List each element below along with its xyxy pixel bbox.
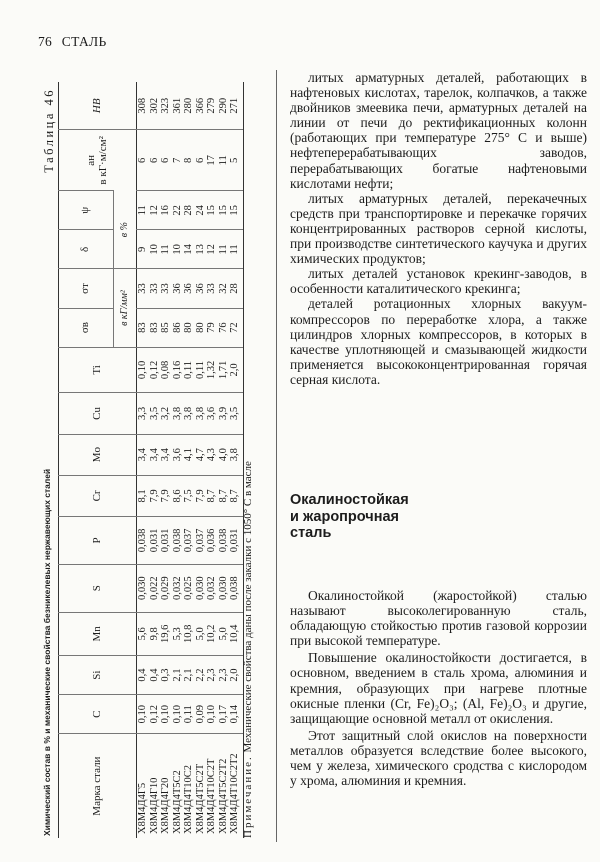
- table-cell: 33: [149, 269, 161, 308]
- composition-table: [58, 82, 244, 838]
- table-cell: 32: [218, 269, 230, 308]
- page-number: 76: [38, 34, 53, 49]
- table-cell: 0,031: [229, 517, 243, 565]
- section-heading: [290, 492, 550, 542]
- table-cell: 3,6: [172, 434, 184, 475]
- table-cell: 33: [137, 269, 149, 308]
- column-header-impact: [59, 130, 137, 191]
- table-row: [218, 82, 230, 838]
- table-cell: 2,0: [229, 347, 243, 393]
- table-cell: 3,8: [172, 393, 184, 434]
- table-cell: 6: [160, 130, 172, 191]
- table-cell: 83: [149, 308, 161, 347]
- steel-grade-cell: Х8М4Д4Т10С2: [183, 734, 195, 838]
- paragraph: литых арматурных деталей, работающих в нафтеновых кислотах, тарелок, колпачков, а также двойников змеевика печи, арматурных деталей на линии от печи до ректификационных колонн (работающих при температуре 275° С и выше) нефтеперерабатывающих заводов, перерабатывающих богатые нафтеновыми кислотами нефти;: [290, 70, 587, 191]
- table-cell: 0,022: [149, 564, 161, 612]
- table-body: [137, 82, 244, 838]
- table-cell: 271: [229, 82, 243, 130]
- table-cell: 36: [172, 269, 184, 308]
- table-title: Химический состав в % и механические свойства безникелевых нержавеющих сталей: [42, 468, 52, 836]
- impact-unit: в кГ·м/см²: [96, 136, 109, 185]
- table-row: [160, 82, 172, 838]
- table-cell: 33: [160, 269, 172, 308]
- steel-grade-cell: Х8М4Д4Т5С2Т: [195, 734, 207, 838]
- table-cell: 0,12: [149, 347, 161, 393]
- table-cell: 12: [206, 230, 218, 269]
- table-row: [137, 82, 149, 838]
- table-cell: 0,032: [206, 564, 218, 612]
- table-cell: 0,10: [160, 695, 172, 734]
- paragraph: литых деталей установок крекинг-заводов, в особенности каталитического крекинга;: [290, 266, 587, 297]
- table-cell: 15: [229, 191, 243, 230]
- column-header-ti: Ti: [59, 347, 137, 393]
- table-cell: 7,9: [195, 475, 207, 516]
- table-cell: 0,14: [229, 695, 243, 734]
- table-cell: 0,031: [160, 517, 172, 565]
- table-cell: 5,0: [218, 612, 230, 655]
- table-cell: 0,4: [149, 656, 161, 695]
- table-cell: 76: [218, 308, 230, 347]
- table-cell: 3,9: [218, 393, 230, 434]
- table-cell: 5,0: [195, 612, 207, 655]
- table-cell: 3,4: [149, 434, 161, 475]
- table-cell: 15: [206, 191, 218, 230]
- table-cell: 0,037: [195, 517, 207, 565]
- table-cell: 1,71: [218, 347, 230, 393]
- table-cell: 36: [195, 269, 207, 308]
- column-header-cu: Cu: [59, 393, 137, 434]
- text-column-top: [290, 70, 587, 387]
- unit-percent: в %: [114, 191, 137, 269]
- table-number: Таблица 46: [42, 88, 56, 173]
- table-cell: 85: [160, 308, 172, 347]
- table-cell: 2,1: [183, 656, 195, 695]
- table-cell: 7,5: [183, 475, 195, 516]
- table-cell: 24: [195, 191, 207, 230]
- table-cell: 5,3: [172, 612, 184, 655]
- table-cell: 0,037: [183, 517, 195, 565]
- table-cell: 3,4: [160, 434, 172, 475]
- table-cell: 1,32: [206, 347, 218, 393]
- table-cell: 279: [206, 97, 217, 114]
- column-divider: [276, 70, 277, 842]
- note-text: Механические свойства даны после закалки с 1050° С в масле: [242, 461, 254, 753]
- table-cell: 2,3: [218, 656, 230, 695]
- table-cell: 3,5: [149, 393, 161, 434]
- table-cell: 0,16: [172, 347, 184, 393]
- table-cell: 8,6: [172, 475, 184, 516]
- table-cell: 0,038: [172, 517, 184, 565]
- table-cell: 80: [195, 308, 207, 347]
- table-cell: 10: [149, 230, 161, 269]
- column-header-hb: HB: [59, 82, 137, 130]
- table-cell: 8,7: [218, 475, 230, 516]
- table-cell: 28: [229, 269, 243, 308]
- paragraph: Окалиностойкой (жаростойкой) сталью называют высоколегированную сталь, обладающую стойкостью против газовой коррозии при высокой температуре.: [290, 588, 587, 649]
- table-cell: 9,8: [149, 612, 161, 655]
- table-cell: 3,8: [183, 393, 195, 434]
- column-header-mn: Mn: [59, 612, 137, 655]
- table-cell: 2,2: [195, 656, 207, 695]
- table-cell: 3,2: [160, 393, 172, 434]
- table-cell: 0,10: [206, 695, 218, 734]
- steel-grade-cell: Х8М4Д4Г20: [160, 734, 172, 838]
- steel-grade-cell: Х8М4Д4Т5С2: [172, 734, 184, 838]
- column-header-sigma-b: σв: [59, 308, 114, 347]
- table-cell: 0,025: [183, 564, 195, 612]
- table-cell: 3,6: [206, 393, 218, 434]
- table-cell: 2,1: [172, 656, 184, 695]
- table-cell: 10,2: [206, 612, 218, 655]
- table-cell: 0,030: [137, 564, 149, 612]
- column-header-cr: Cr: [59, 475, 137, 516]
- impact-symbol: aн: [85, 154, 97, 166]
- table-cell: 16: [160, 191, 172, 230]
- table-cell: 0,031: [149, 517, 161, 565]
- table-row: [206, 82, 218, 838]
- table-cell: 4,0: [218, 434, 230, 475]
- table-note: [242, 82, 254, 838]
- heading-line: сталь: [290, 525, 332, 541]
- table-cell: 5: [229, 130, 243, 191]
- table-cell: 12: [149, 191, 161, 230]
- table-cell: 11: [218, 230, 230, 269]
- table-cell: 323: [160, 97, 171, 114]
- paragraph: Повышение окалиностойкости достигается, в основном, введением в сталь хрома, алюминия и кремния, образующих при нагреве плотные окисные пленки (Cr, Fe)₂O₃; (Al, Fe)₂O₃ и другие, защищающие основной металл от окисления.: [290, 650, 587, 726]
- table-cell: 10,8: [183, 612, 195, 655]
- table-cell: 11: [218, 130, 230, 191]
- table-cell: 0,10: [172, 695, 184, 734]
- table-cell: 2,0: [229, 656, 243, 695]
- table-cell: 3,8: [229, 434, 243, 475]
- table-row: [229, 82, 243, 838]
- heading-line: Окалиностойкая: [290, 492, 409, 508]
- table-cell: 86: [172, 308, 184, 347]
- table-cell: 290: [217, 97, 229, 114]
- table-cell: 8,1: [137, 475, 149, 516]
- table-cell: 0,17: [218, 695, 230, 734]
- column-header-si: Si: [59, 656, 137, 695]
- table-cell: 7,9: [160, 475, 172, 516]
- column-header-s: S: [59, 564, 137, 612]
- table-row: [149, 82, 161, 838]
- table-cell: 13: [195, 230, 207, 269]
- table-row: [195, 82, 207, 838]
- table-cell: 80: [183, 308, 195, 347]
- table-cell: 3,8: [195, 393, 207, 434]
- table-cell: 79: [206, 308, 218, 347]
- table-cell: 0,036: [206, 517, 218, 565]
- paragraph: литых арматурных деталей, перекачечных средств при транспортировке и перекачке горячих концентрированных растворов серной кислоты, при производстве синтетического каучука и других химических продуктов;: [290, 190, 587, 267]
- table-cell: 72: [229, 308, 243, 347]
- column-header-mo: Mo: [59, 434, 137, 475]
- table-cell: 11: [160, 230, 172, 269]
- table-cell: 6: [137, 130, 149, 191]
- table-cell: 15: [218, 191, 230, 230]
- table-cell: 36: [183, 269, 195, 308]
- table-cell: 22: [172, 191, 184, 230]
- table-cell: 28: [183, 191, 195, 230]
- table-cell: 3,3: [137, 393, 149, 434]
- table-cell: 0,11: [195, 347, 207, 393]
- table-cell: 280: [183, 97, 194, 114]
- column-header-p: P: [59, 517, 137, 565]
- rotated-table-block: [38, 82, 276, 838]
- table-cell: 0,10: [137, 347, 149, 393]
- table-cell: 0,12: [149, 695, 161, 734]
- steel-grade-cell: Х8М4Д4Г10: [149, 734, 161, 838]
- column-header-grade: Марка стали: [59, 734, 137, 838]
- table-cell: 366: [194, 97, 206, 114]
- table-cell: 0,032: [172, 564, 184, 612]
- table-cell: 19,6: [160, 612, 172, 655]
- table-cell: 308: [137, 82, 149, 130]
- table-row: [172, 82, 184, 838]
- table-cell: 302: [148, 97, 160, 114]
- table-cell: 8,7: [206, 475, 218, 516]
- table-cell: 9: [137, 230, 149, 269]
- column-header-sigma-t: σт: [59, 269, 114, 308]
- table-cell: 0,3: [160, 656, 172, 695]
- column-header-delta: δ: [59, 230, 114, 269]
- table-cell: 6: [149, 130, 161, 191]
- table-cell: 0,11: [183, 347, 195, 393]
- table-cell: 83: [137, 308, 149, 347]
- unit-strength: в кГ/мм²: [114, 269, 137, 347]
- table-cell: 7: [172, 130, 184, 191]
- table-cell: 11: [229, 230, 243, 269]
- paragraph: Этот защитный слой окислов на поверхности металлов образуется вследствие более высокого, чем у железа, химического сродства с кислородом у хрома, алюминия и кремния.: [290, 727, 587, 789]
- text-column-bottom: [290, 588, 587, 790]
- steel-grade-cell: Х8М4Д4Т5С2Т2: [218, 734, 230, 838]
- table-cell: 0,11: [183, 695, 195, 734]
- table-cell: 10: [172, 230, 184, 269]
- table-cell: 0,09: [195, 695, 207, 734]
- table-cell: 0,029: [160, 564, 172, 612]
- table-cell: 0,030: [195, 564, 207, 612]
- table-cell: 0,038: [229, 564, 243, 612]
- table-cell: 17: [206, 130, 218, 191]
- table-cell: 0,10: [137, 695, 149, 734]
- table-cell: 5,6: [137, 612, 149, 655]
- table-cell: 7,9: [149, 475, 161, 516]
- table-cell: 361: [171, 97, 183, 114]
- table-cell: 10,4: [229, 612, 243, 655]
- table-cell: 3,4: [137, 434, 149, 475]
- table-cell: 33: [206, 269, 218, 308]
- steel-grade-cell: Х8М4Д4Т10С2Т: [206, 734, 218, 838]
- running-title: СТАЛЬ: [61, 34, 107, 49]
- table-cell: 4,3: [206, 434, 218, 475]
- paragraph: деталей ротационных хлорных вакуум-компрессоров по переработке хлора, а также цилиндров хлорных компрессоров, в которых в качестве уплотняющей и смазывающей жидкости применяется высококонцентрированная горячая серная кислота.: [290, 296, 587, 387]
- table-cell: 4,7: [195, 434, 207, 475]
- table-cell: 6: [195, 130, 207, 191]
- steel-grade-cell: Х8М4Д4Т10С2Т2: [229, 734, 243, 838]
- steel-grade-cell: Х8М4Д4Г5: [137, 734, 149, 838]
- page-header: [38, 34, 107, 50]
- table-cell: 0,038: [218, 517, 230, 565]
- heading-line: и жаропрочная: [290, 508, 399, 525]
- column-header-c: C: [59, 695, 137, 734]
- table-cell: 0,4: [137, 656, 149, 695]
- table-cell: 2,3: [206, 656, 218, 695]
- table-cell: 4,1: [183, 434, 195, 475]
- table-cell: 0,038: [137, 517, 149, 565]
- table-cell: 8,7: [229, 475, 243, 516]
- table-cell: 11: [137, 191, 149, 230]
- table-cell: 8: [183, 130, 195, 191]
- note-label: Примечание.: [242, 755, 254, 838]
- table-cell: 14: [183, 230, 195, 269]
- table-row: [183, 82, 195, 838]
- table-cell: 0,030: [218, 564, 230, 612]
- table-cell: 0,08: [160, 347, 172, 393]
- column-header-psi: ψ: [59, 191, 114, 230]
- table-cell: 3,5: [229, 393, 243, 434]
